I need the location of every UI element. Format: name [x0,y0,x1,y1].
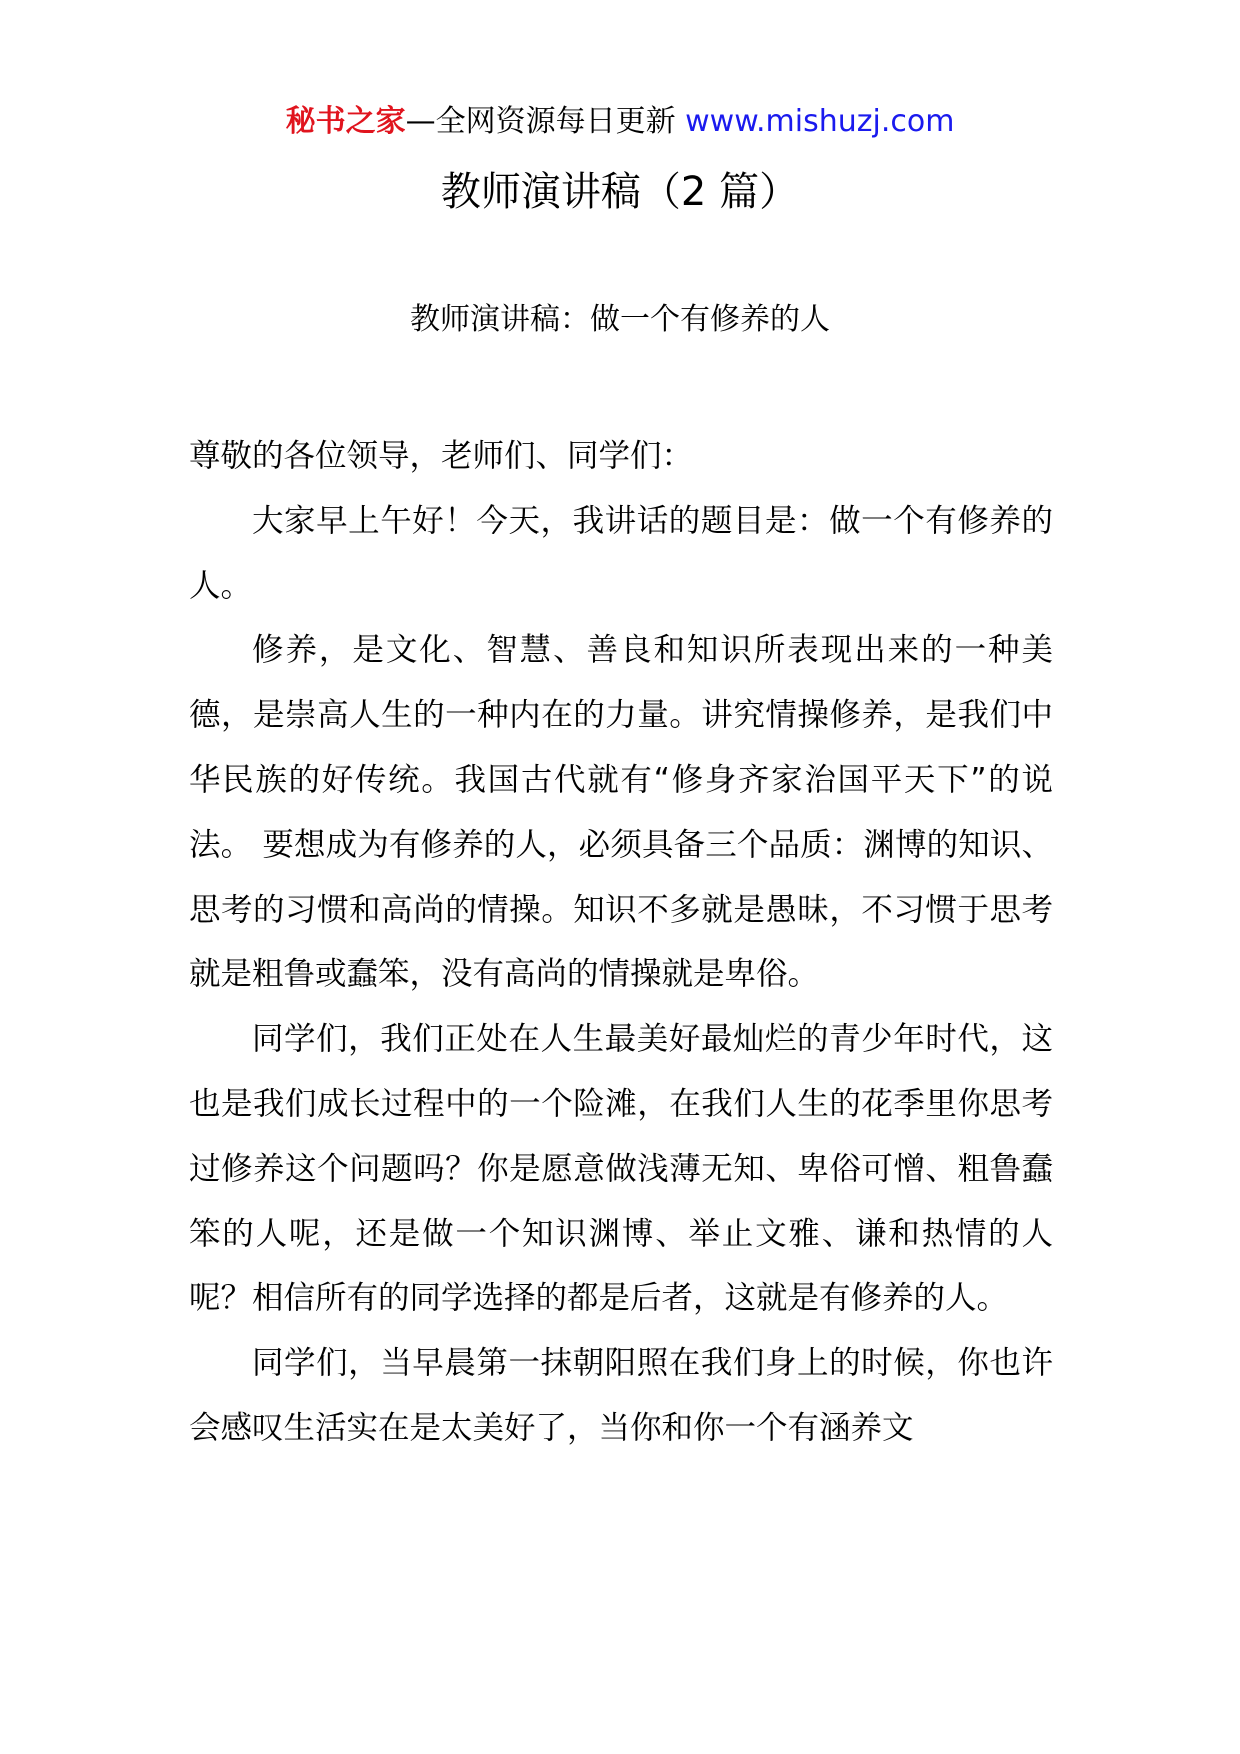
paragraph-greeting: 大家早上午好！今天，我讲话的题目是：做一个有修养的人。 [189,502,1053,604]
document-body [189,424,1053,1461]
site-url-link[interactable]: www.mishuzj.com [685,104,955,139]
paragraph-definition: 修养，是文化、智慧、善良和知识所表现出来的一种美德，是崇高人生的一种内在的力量。讲究情操修养，是我们中华民族的好传统。我国古代就有“修身齐家治国平天下”的说法。 要想成为有修养的人，必须具备三个品质：渊博的知识、思考的习惯和高尚的情操。知识不多就是愚昧，不习惯于思考就是粗鲁或蠢笨，没有高尚的情操就是卑俗。 [189,632,1053,993]
site-tagline: —全网资源每日更新 [405,104,676,139]
site-header [0,100,1240,144]
document-subtitle: 教师演讲稿：做一个有修养的人 [410,302,830,337]
paragraph-youth: 同学们，我们正处在人生最美好最灿烂的青少年时代，这也是我们成长过程中的一个险滩，在我们人生的花季里你思考过修养这个问题吗？你是愿意做浅薄无知、卑俗可憎、粗鲁蠢笨的人呢，还是做一个知识渊博、举止文雅、谦和热情的人呢？相信所有的同学选择的都是后者，这就是有修养的人。 [189,1021,1053,1317]
salutation: 尊敬的各位领导，老师们、同学们： [189,438,694,474]
site-brand: 秘书之家 [285,104,406,139]
document-title: 教师演讲稿（2 篇） [440,169,800,215]
paragraph-morning: 同学们，当早晨第一抹朝阳照在我们身上的时候，你也许会感叹生活实在是太美好了，当你和你一个有涵养文 [189,1345,1053,1446]
